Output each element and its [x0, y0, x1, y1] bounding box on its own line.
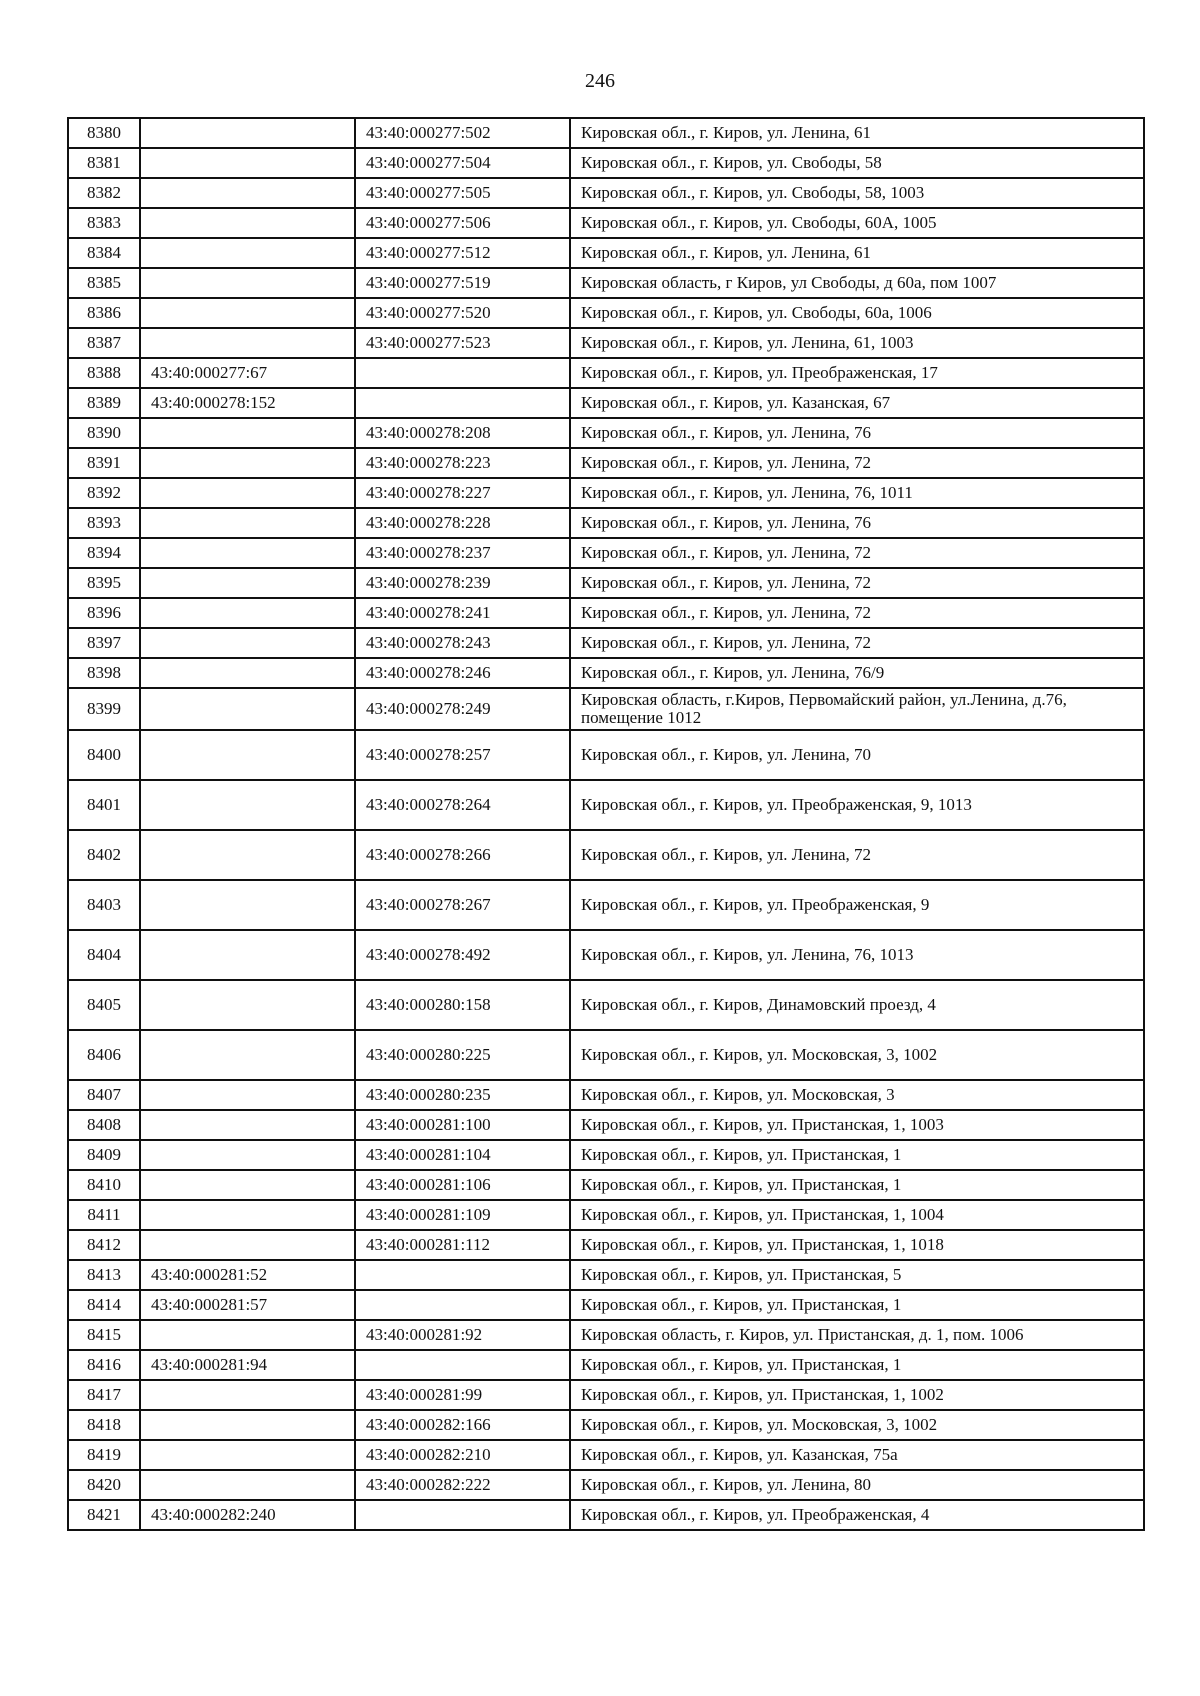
- row-number: 8407: [68, 1080, 140, 1110]
- cadastral-number-2: 43:40:000281:100: [355, 1110, 570, 1140]
- address: Кировская обл., г. Киров, ул. Преображенская, 9: [570, 880, 1144, 930]
- cadastral-number-1: [140, 598, 355, 628]
- cadastral-number-1: [140, 830, 355, 880]
- row-number: 8393: [68, 508, 140, 538]
- cadastral-number-1: [140, 1110, 355, 1140]
- row-number: 8414: [68, 1290, 140, 1320]
- row-number: 8399: [68, 688, 140, 730]
- cadastral-number-1: [140, 1470, 355, 1500]
- address: Кировская обл., г. Киров, ул. Ленина, 76/9: [570, 658, 1144, 688]
- row-number: 8401: [68, 780, 140, 830]
- table-row: [68, 1230, 1144, 1260]
- address: Кировская обл., г. Киров, ул. Ленина, 72: [570, 448, 1144, 478]
- table-row: [68, 1440, 1144, 1470]
- cadastral-number-2: [355, 388, 570, 418]
- row-number: 8387: [68, 328, 140, 358]
- address: Кировская область, г. Киров, ул. Пристанская, д. 1, пом. 1006: [570, 1320, 1144, 1350]
- cadastral-number-2: 43:40:000278:243: [355, 628, 570, 658]
- cadastral-number-2: 43:40:000277:504: [355, 148, 570, 178]
- address: Кировская обл., г. Киров, ул. Пристанская, 1, 1004: [570, 1200, 1144, 1230]
- cadastral-number-2: 43:40:000278:264: [355, 780, 570, 830]
- cadastral-number-2: 43:40:000277:512: [355, 238, 570, 268]
- table-row: [68, 930, 1144, 980]
- cadastral-number-2: [355, 358, 570, 388]
- cadastral-number-1: [140, 478, 355, 508]
- address: Кировская обл., г. Киров, ул. Свободы, 58, 1003: [570, 178, 1144, 208]
- table-row: [68, 1260, 1144, 1290]
- cadastral-number-1: [140, 1230, 355, 1260]
- cadastral-number-2: 43:40:000280:158: [355, 980, 570, 1030]
- address: Кировская обл., г. Киров, ул. Ленина, 61: [570, 118, 1144, 148]
- table-row: [68, 628, 1144, 658]
- table-row: [68, 1320, 1144, 1350]
- row-number: 8382: [68, 178, 140, 208]
- row-number: 8406: [68, 1030, 140, 1080]
- cadastral-number-2: 43:40:000278:239: [355, 568, 570, 598]
- cadastral-number-1: [140, 328, 355, 358]
- address: Кировская обл., г. Киров, ул. Ленина, 76, 1011: [570, 478, 1144, 508]
- address: Кировская обл., г. Киров, ул. Пристанская, 1: [570, 1350, 1144, 1380]
- table-body: [68, 118, 1144, 1530]
- row-number: 8405: [68, 980, 140, 1030]
- cadastral-number-1: [140, 148, 355, 178]
- table-row: [68, 658, 1144, 688]
- table-row: [68, 780, 1144, 830]
- row-number: 8392: [68, 478, 140, 508]
- table-row: [68, 1290, 1144, 1320]
- table-row: [68, 1200, 1144, 1230]
- row-number: 8389: [68, 388, 140, 418]
- cadastral-number-1: [140, 208, 355, 238]
- address: Кировская обл., г. Киров, ул. Ленина, 76, 1013: [570, 930, 1144, 980]
- address: Кировская обл., г. Киров, ул. Ленина, 76: [570, 508, 1144, 538]
- cadastral-number-1: [140, 688, 355, 730]
- cadastral-number-1: [140, 628, 355, 658]
- cadastral-number-1: [140, 1200, 355, 1230]
- cadastral-number-2: 43:40:000281:92: [355, 1320, 570, 1350]
- table-row: [68, 980, 1144, 1030]
- table-row: [68, 1380, 1144, 1410]
- cadastral-number-2: 43:40:000277:502: [355, 118, 570, 148]
- address: Кировская обл., г. Киров, ул. Пристанская, 5: [570, 1260, 1144, 1290]
- table-row: [68, 268, 1144, 298]
- row-number: 8398: [68, 658, 140, 688]
- table-row: [68, 448, 1144, 478]
- cadastral-number-2: [355, 1260, 570, 1290]
- address: Кировская обл., г. Киров, ул. Казанская, 67: [570, 388, 1144, 418]
- cadastral-number-1: [140, 298, 355, 328]
- address: Кировская обл., г. Киров, ул. Свободы, 60А, 1005: [570, 208, 1144, 238]
- cadastral-number-1: 43:40:000281:94: [140, 1350, 355, 1380]
- table-row: [68, 688, 1144, 730]
- address: Кировская обл., г. Киров, ул. Ленина, 72: [570, 598, 1144, 628]
- cadastral-number-2: 43:40:000278:228: [355, 508, 570, 538]
- table-row: [68, 388, 1144, 418]
- address: Кировская обл., г. Киров, ул. Пристанская, 1, 1003: [570, 1110, 1144, 1140]
- cadastral-number-1: [140, 568, 355, 598]
- address: Кировская обл., г. Киров, ул. Казанская, 75а: [570, 1440, 1144, 1470]
- row-number: 8380: [68, 118, 140, 148]
- row-number: 8385: [68, 268, 140, 298]
- cadastral-number-2: 43:40:000277:519: [355, 268, 570, 298]
- cadastral-number-2: 43:40:000277:523: [355, 328, 570, 358]
- address: Кировская обл., г. Киров, ул. Московская, 3, 1002: [570, 1030, 1144, 1080]
- row-number: 8395: [68, 568, 140, 598]
- address: Кировская обл., г. Киров, ул. Пристанская, 1, 1002: [570, 1380, 1144, 1410]
- cadastral-number-2: 43:40:000278:266: [355, 830, 570, 880]
- cadastral-number-2: 43:40:000277:505: [355, 178, 570, 208]
- row-number: 8388: [68, 358, 140, 388]
- cadastral-number-2: 43:40:000281:106: [355, 1170, 570, 1200]
- table-row: [68, 568, 1144, 598]
- table-row: [68, 178, 1144, 208]
- row-number: 8408: [68, 1110, 140, 1140]
- table-row: [68, 418, 1144, 448]
- table-row: [68, 1410, 1144, 1440]
- cadastral-number-1: [140, 178, 355, 208]
- address: Кировская обл., г. Киров, ул. Ленина, 76: [570, 418, 1144, 448]
- table-row: [68, 508, 1144, 538]
- row-number: 8391: [68, 448, 140, 478]
- row-number: 8404: [68, 930, 140, 980]
- table-row: [68, 1170, 1144, 1200]
- table-row: [68, 598, 1144, 628]
- row-number: 8417: [68, 1380, 140, 1410]
- cadastral-number-1: [140, 658, 355, 688]
- cadastral-number-1: [140, 880, 355, 930]
- address: Кировская обл., г. Киров, ул. Пристанская, 1, 1018: [570, 1230, 1144, 1260]
- row-number: 8383: [68, 208, 140, 238]
- address: Кировская обл., г. Киров, ул. Ленина, 80: [570, 1470, 1144, 1500]
- table-row: [68, 1080, 1144, 1110]
- row-number: 8418: [68, 1410, 140, 1440]
- cadastral-number-1: [140, 1440, 355, 1470]
- address: Кировская обл., г. Киров, ул. Ленина, 70: [570, 730, 1144, 780]
- address: Кировская обл., г. Киров, ул. Ленина, 72: [570, 830, 1144, 880]
- cadastral-number-1: [140, 538, 355, 568]
- table-row: [68, 298, 1144, 328]
- address: Кировская область, г.Киров, Первомайский район, ул.Ленина, д.76, помещение 1012: [570, 688, 1144, 730]
- address: Кировская обл., г. Киров, ул. Пристанская, 1: [570, 1290, 1144, 1320]
- cadastral-number-2: 43:40:000278:267: [355, 880, 570, 930]
- table-row: [68, 238, 1144, 268]
- cadastral-number-2: [355, 1500, 570, 1530]
- table-row: [68, 1500, 1144, 1530]
- address: Кировская обл., г. Киров, ул. Московская, 3, 1002: [570, 1410, 1144, 1440]
- row-number: 8400: [68, 730, 140, 780]
- cadastral-number-1: [140, 1320, 355, 1350]
- address: Кировская обл., г. Киров, ул. Пристанская, 1: [570, 1140, 1144, 1170]
- row-number: 8402: [68, 830, 140, 880]
- cadastral-number-1: [140, 508, 355, 538]
- cadastral-number-1: [140, 980, 355, 1030]
- cadastral-number-1: [140, 1080, 355, 1110]
- table-row: [68, 328, 1144, 358]
- cadastral-number-2: 43:40:000278:241: [355, 598, 570, 628]
- cadastral-number-1: [140, 268, 355, 298]
- cadastral-number-2: 43:40:000278:249: [355, 688, 570, 730]
- row-number: 8390: [68, 418, 140, 448]
- cadastral-number-1: [140, 1170, 355, 1200]
- row-number: 8394: [68, 538, 140, 568]
- table-row: [68, 830, 1144, 880]
- address: Кировская обл., г. Киров, Динамовский проезд, 4: [570, 980, 1144, 1030]
- address: Кировская обл., г. Киров, ул. Ленина, 72: [570, 628, 1144, 658]
- table-row: [68, 358, 1144, 388]
- cadastral-number-1: [140, 238, 355, 268]
- row-number: 8409: [68, 1140, 140, 1170]
- cadastral-number-1: 43:40:000282:240: [140, 1500, 355, 1530]
- row-number: 8413: [68, 1260, 140, 1290]
- cadastral-number-2: 43:40:000277:506: [355, 208, 570, 238]
- cadastral-number-2: 43:40:000278:246: [355, 658, 570, 688]
- cadastral-number-2: 43:40:000278:492: [355, 930, 570, 980]
- address: Кировская обл., г. Киров, ул. Ленина, 72: [570, 568, 1144, 598]
- address: Кировская обл., г. Киров, ул. Ленина, 61, 1003: [570, 328, 1144, 358]
- row-number: 8396: [68, 598, 140, 628]
- row-number: 8415: [68, 1320, 140, 1350]
- cadastral-number-1: [140, 1140, 355, 1170]
- cadastral-number-2: 43:40:000281:112: [355, 1230, 570, 1260]
- cadastral-table: [67, 117, 1145, 1531]
- page-number: 246: [585, 70, 615, 92]
- table-row: [68, 208, 1144, 238]
- cadastral-number-2: 43:40:000278:208: [355, 418, 570, 448]
- cadastral-number-2: 43:40:000282:166: [355, 1410, 570, 1440]
- cadastral-number-2: [355, 1290, 570, 1320]
- address: Кировская обл., г. Киров, ул. Ленина, 72: [570, 538, 1144, 568]
- row-number: 8397: [68, 628, 140, 658]
- table-row: [68, 1030, 1144, 1080]
- row-number: 8416: [68, 1350, 140, 1380]
- table-row: [68, 1110, 1144, 1140]
- cadastral-number-1: [140, 1410, 355, 1440]
- cadastral-number-1: 43:40:000278:152: [140, 388, 355, 418]
- cadastral-number-1: [140, 418, 355, 448]
- address: Кировская обл., г. Киров, ул. Преображенская, 9, 1013: [570, 780, 1144, 830]
- address: Кировская обл., г. Киров, ул. Преображенская, 4: [570, 1500, 1144, 1530]
- table-row: [68, 538, 1144, 568]
- cadastral-number-1: [140, 448, 355, 478]
- table-row: [68, 730, 1144, 780]
- address: Кировская обл., г. Киров, ул. Свободы, 60а, 1006: [570, 298, 1144, 328]
- cadastral-number-2: 43:40:000281:109: [355, 1200, 570, 1230]
- row-number: 8411: [68, 1200, 140, 1230]
- row-number: 8421: [68, 1500, 140, 1530]
- table-row: [68, 1470, 1144, 1500]
- row-number: 8386: [68, 298, 140, 328]
- table-row: [68, 1350, 1144, 1380]
- cadastral-number-2: 43:40:000280:225: [355, 1030, 570, 1080]
- cadastral-number-2: 43:40:000278:223: [355, 448, 570, 478]
- address: Кировская обл., г. Киров, ул. Пристанская, 1: [570, 1170, 1144, 1200]
- cadastral-number-2: 43:40:000277:520: [355, 298, 570, 328]
- address: Кировская обл., г. Киров, ул. Свободы, 58: [570, 148, 1144, 178]
- cadastral-number-2: 43:40:000278:257: [355, 730, 570, 780]
- table-row: [68, 880, 1144, 930]
- address: Кировская обл., г. Киров, ул. Московская, 3: [570, 1080, 1144, 1110]
- address: Кировская обл., г. Киров, ул. Преображенская, 17: [570, 358, 1144, 388]
- cadastral-number-1: [140, 930, 355, 980]
- cadastral-number-2: 43:40:000282:222: [355, 1470, 570, 1500]
- cadastral-number-1: 43:40:000281:57: [140, 1290, 355, 1320]
- cadastral-number-1: 43:40:000281:52: [140, 1260, 355, 1290]
- address: Кировская обл., г. Киров, ул. Ленина, 61: [570, 238, 1144, 268]
- cadastral-number-1: [140, 780, 355, 830]
- row-number: 8419: [68, 1440, 140, 1470]
- row-number: 8412: [68, 1230, 140, 1260]
- table-row: [68, 118, 1144, 148]
- cadastral-number-1: [140, 1380, 355, 1410]
- table-row: [68, 148, 1144, 178]
- row-number: 8403: [68, 880, 140, 930]
- cadastral-number-2: 43:40:000281:104: [355, 1140, 570, 1170]
- cadastral-number-2: 43:40:000282:210: [355, 1440, 570, 1470]
- row-number: 8410: [68, 1170, 140, 1200]
- address: Кировская область, г Киров, ул Свободы, д 60а, пом 1007: [570, 268, 1144, 298]
- cadastral-number-2: 43:40:000280:235: [355, 1080, 570, 1110]
- cadastral-number-1: [140, 730, 355, 780]
- table-row: [68, 478, 1144, 508]
- cadastral-number-1: [140, 118, 355, 148]
- table-row: [68, 1140, 1144, 1170]
- cadastral-number-2: 43:40:000278:237: [355, 538, 570, 568]
- cadastral-number-2: 43:40:000281:99: [355, 1380, 570, 1410]
- cadastral-number-2: [355, 1350, 570, 1380]
- row-number: 8381: [68, 148, 140, 178]
- row-number: 8420: [68, 1470, 140, 1500]
- cadastral-number-2: 43:40:000278:227: [355, 478, 570, 508]
- row-number: 8384: [68, 238, 140, 268]
- cadastral-number-1: 43:40:000277:67: [140, 358, 355, 388]
- cadastral-number-1: [140, 1030, 355, 1080]
